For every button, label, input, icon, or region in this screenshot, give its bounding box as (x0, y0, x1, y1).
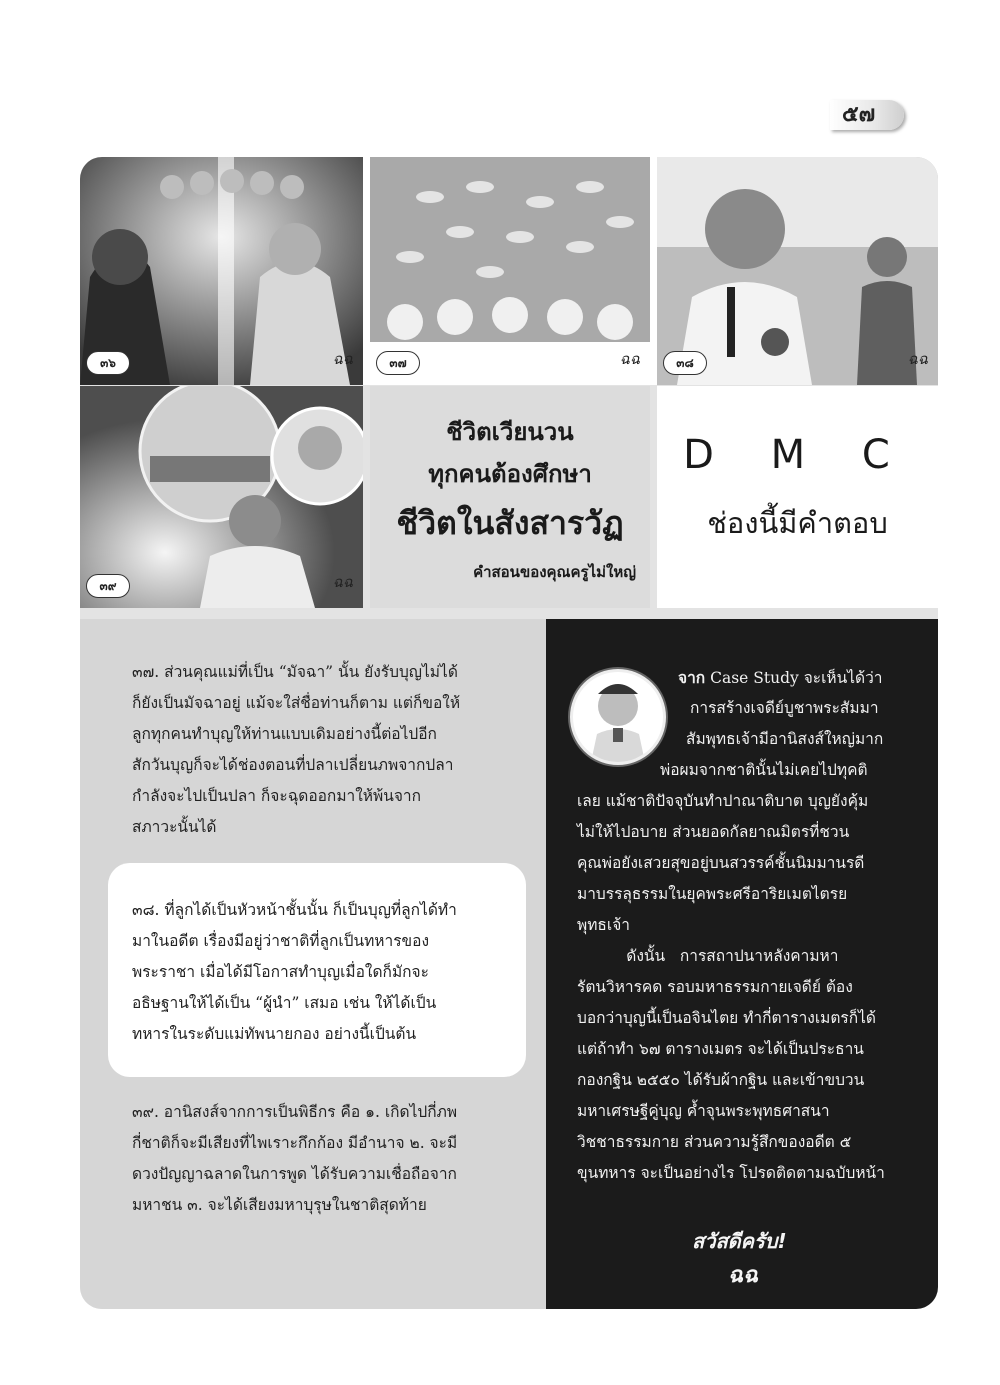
text-line: สัมพุทธเจ้ามีอานิสงส์ใหญ่มาก (686, 730, 884, 748)
text-line: อธิษฐานให้ได้เป็น “ผู้นำ” เสมอ เช่น ให้ได้เป็น (132, 994, 437, 1012)
column-intro-cont (686, 724, 883, 755)
illustration-36 (80, 157, 363, 385)
column-intro (678, 662, 882, 694)
title-line-1: ชีวิตเวียนวน (446, 418, 574, 446)
text-line: ไม่ให้ไปอบาย ส่วนยอดกัลยาณมิตรที่ชวน (577, 823, 850, 841)
text-fragment: Case Study จะเห็นได้ว่า (705, 669, 883, 687)
text-line: กำลังจะไปเป็นปลา ก็จะฉุดออกมาให้พ้นจาก (132, 787, 422, 805)
text-line: แต่ถ้าทำ ๖๗ ตารางเมตร จะได้เป็นประธาน (577, 1040, 864, 1058)
dmc-tagline: ช่องนี้มีคำตอบ (707, 506, 888, 540)
article-card (80, 157, 938, 1309)
closing-greeting: สวัสดีครับ! (692, 1229, 787, 1253)
illustration-39 (80, 386, 363, 608)
illustration-36-art (80, 157, 363, 385)
panel-number-38: ๓๘ (663, 351, 707, 375)
dmc-box (657, 386, 938, 608)
author-avatar (570, 669, 666, 765)
text-line: สักวันบุญก็จะได้ช่องตอนที่ปลาเปลี่ยนภพจากปลา (132, 756, 454, 774)
text-line: มหาเศรษฐีคู่บุญ ค้ำจุนพระพุทธศาสนา (577, 1102, 830, 1120)
paragraph-38 (132, 895, 457, 1050)
artist-signature-39: ฉฉ (332, 573, 353, 591)
illustration-37 (370, 157, 650, 385)
text-line: รัตนวิหารคด รอบมหาธรรมกายเจดีย์ ต้อง (577, 978, 853, 996)
dmc-logo: D M C (683, 432, 912, 478)
artist-signature-37: ฉฉ (619, 350, 640, 368)
text-line: วิชชาธรรมกาย ส่วนความรู้สึกของอดีต ๕ (577, 1133, 852, 1151)
panel-number-36: ๓๖ (86, 351, 130, 375)
title-credit: คำสอนของคุณครูไม่ใหญ่ (473, 563, 636, 581)
paragraph-39 (132, 1097, 457, 1221)
text-line: กองกฐิน ๒๕๕๐ ได้รับผ้ากฐิน และเข้าขบวน (577, 1071, 865, 1089)
author-caricature-icon (573, 672, 663, 762)
text-line: ๓๙. อานิสงส์จากการเป็นพิธีกร คือ ๑. เกิดไปกี่ภพ (132, 1103, 458, 1121)
text-line: บอกว่าบุญนี้เป็นอจินไตย ทำกี่ตารางเมตรก็ได้ (577, 1009, 876, 1027)
text-line: สภาวะนั้นได้ (132, 818, 217, 836)
column-intro-cont (690, 693, 879, 724)
article-title-box (370, 386, 650, 608)
text-line (678, 662, 882, 694)
text-line: ๓๘. ที่ลูกได้เป็นหัวหน้าชั้นนั้น ก็เป็นบุญที่ลูกได้ทำ (132, 901, 457, 919)
text-line: พุทธเจ้า (577, 916, 630, 934)
artist-signature-38: ฉฉ (907, 350, 928, 368)
text-line: ดังนั้น การสถาปนาหลังคามหา (577, 947, 839, 965)
text-line: มาในอดีต เรื่องมีอยู่ว่าชาติที่ลูกเป็นทหารของ (132, 932, 430, 950)
column-intro-cont (660, 755, 868, 786)
lead-word: จาก (678, 668, 706, 687)
paragraph-37 (132, 657, 460, 843)
text-line: มหาชน ๓. จะได้เสียงมหาบุรุษในชาติสุดท้าย (132, 1196, 427, 1214)
author-signature: ฉฉ (728, 1263, 758, 1288)
text-line: พ่อผมจากชาตินั้นไม่เคยไปทุคติ (660, 761, 868, 779)
text-line: ลูกทุกคนทำบุญให้ท่านแบบเดิมอย่างนี้ต่อไปอีก (132, 725, 437, 743)
column-body (577, 786, 885, 1189)
title-line-3: ชีวิตในสังสารวัฏ (396, 504, 624, 542)
text-line: เลย แม้ชาติปัจจุบันทำปาณาติบาต บุญยังคุ้ม (577, 792, 869, 810)
text-line: กี่ชาติก็จะมีเสียงที่ไพเราะกึกก้อง มีอำนาจ ๒. จะมี (132, 1134, 458, 1152)
panel-number-37: ๓๗ (376, 351, 420, 375)
panel-number-39: ๓๙ (86, 574, 130, 598)
text-line: การสร้างเจดีย์บูชาพระสัมมา (690, 699, 879, 717)
text-line: ๓๗. ส่วนคุณแม่ที่เป็น “มัจฉา” นั้น ยังรับบุญไม่ได้ (132, 663, 458, 681)
page-number: ๕๗ (830, 100, 904, 130)
text-line: มาบรรลุธรรมในยุคพระศรีอาริยเมตไตรย (577, 885, 848, 903)
title-line-2: ทุกคนต้องศึกษา (428, 460, 592, 488)
text-line: ก็ยังเป็นมัจฉาอยู่ แม้จะใส่ชื่อท่านก็ตาม แต่ก็ขอให้ (132, 694, 461, 712)
text-line: ทหารในระดับแม่ทัพนายกอง อย่างนี้เป็นต้น (132, 1025, 417, 1043)
text-line: ขุนทหาร จะเป็นอย่างไร โปรดติดตามฉบับหน้า (577, 1164, 885, 1182)
artist-signature-36: ฉฉ (332, 350, 353, 368)
text-line: คุณพ่อยังเสวยสุขอยู่บนสวรรค์ชั้นนิมมานรดี (577, 854, 865, 872)
text-line: ดวงปัญญาฉลาดในการพูด ได้รับความเชื่อถือจาก (132, 1165, 457, 1183)
text-line: พระราชา เมื่อได้มีโอกาสทำบุญเมื่อใดก็มักจะ (132, 963, 429, 981)
illustration-38 (657, 157, 938, 385)
